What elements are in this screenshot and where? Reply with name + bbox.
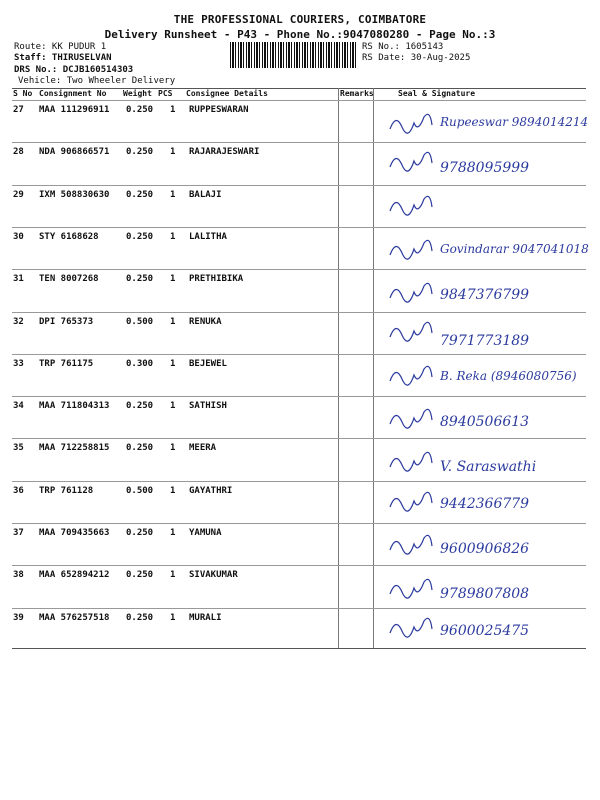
table-row (12, 396, 586, 439)
cell-sno: 32 (13, 316, 24, 327)
cell-cn: MAA 111296911 (39, 105, 110, 115)
cell-wt: 0.250 (126, 274, 154, 285)
cell-pcs: 1 (170, 612, 176, 623)
cell-wt: 0.250 (126, 528, 154, 538)
cell-sno: 27 (13, 105, 24, 115)
cell-wt: 0.250 (126, 570, 154, 581)
cell-pcs: 1 (170, 570, 176, 581)
cell-sno: 31 (13, 274, 24, 285)
cell-pcs: 1 (170, 358, 176, 369)
cell-pcs: 1 (170, 231, 176, 242)
cell-name: RAJARAJESWARI (189, 147, 260, 158)
cell-wt: 0.250 (126, 231, 154, 242)
cell-pcs: 1 (170, 528, 176, 538)
cell-name: PRETHIBIKA (189, 274, 244, 285)
table-row (12, 312, 586, 355)
cell-pcs: 1 (170, 316, 176, 327)
cell-wt: 0.500 (126, 316, 154, 327)
table-row (12, 185, 586, 228)
vehicle-label: Vehicle: Two Wheeler Delivery (18, 76, 176, 86)
table-row (12, 523, 586, 566)
cell-name: RENUKA (189, 316, 222, 327)
cell-cn: STY 6168628 (39, 231, 99, 242)
signature (384, 272, 596, 310)
signature-text: 9600025475 (440, 622, 530, 639)
signature-text: 9600906826 (440, 541, 530, 557)
cell-pcs: 1 (170, 189, 176, 200)
cell-sno: 33 (13, 358, 24, 369)
cell-name: SIVAKUMAR (189, 570, 238, 581)
cell-pcs: 1 (170, 274, 176, 285)
cell-cn: IXM 508830630 (39, 189, 110, 200)
cell-wt: 0.250 (126, 147, 154, 158)
signature-text: B. Reka (8946080756) (440, 368, 577, 383)
signature (384, 526, 596, 564)
cell-wt: 0.300 (126, 358, 154, 369)
cell-sno: 36 (13, 485, 24, 496)
cell-wt: 0.250 (126, 443, 154, 454)
cell-cn: MAA 709435663 (39, 528, 110, 538)
signature (384, 484, 596, 522)
route-label: Route: KK PUDUR 1 (14, 42, 107, 52)
cell-sno: 37 (13, 528, 24, 538)
table-row (12, 354, 586, 397)
signature (384, 145, 596, 183)
signature (384, 357, 596, 395)
cell-cn: TRP 761128 (39, 485, 94, 496)
table-bottom-border (12, 648, 586, 649)
header-pcs: PCS (158, 89, 173, 98)
table-row (12, 100, 589, 143)
cell-name: RUPPESWARAN (189, 105, 249, 115)
cell-sno: 34 (13, 401, 24, 412)
cell-wt: 0.250 (126, 189, 154, 200)
cell-pcs: 1 (170, 443, 176, 454)
cell-name: BEJEWEL (189, 358, 227, 369)
signature (384, 230, 596, 268)
signature (384, 315, 596, 353)
cell-cn: TRP 761175 (39, 358, 94, 369)
staff-label: Staff: THIRUSELVAN (14, 53, 112, 63)
signature-text: 9789807808 (440, 586, 530, 603)
signature-text: 7971773189 (440, 332, 530, 349)
signature-text: V. Saraswathi (440, 459, 537, 476)
cell-wt: 0.250 (126, 401, 154, 412)
header-seal: Seal & Signature (398, 89, 476, 98)
signature (384, 103, 596, 141)
company-title: THE PROFESSIONAL COURIERS, COIMBATORE (173, 13, 427, 26)
cell-sno: 39 (13, 612, 24, 623)
cell-sno: 28 (13, 147, 24, 158)
signature (384, 568, 596, 606)
cell-name: GAYATHRI (189, 485, 233, 496)
cell-sno: 35 (13, 443, 24, 454)
signature (384, 399, 596, 437)
table-row (12, 269, 586, 312)
cell-cn: TEN 8007268 (39, 274, 99, 285)
cell-wt: 0.250 (126, 105, 154, 115)
cell-name: MEERA (189, 443, 217, 454)
cell-sno: 29 (13, 189, 24, 200)
table-row (12, 481, 586, 524)
cell-sno: 38 (13, 570, 24, 581)
header-consignee: Consignee Details (186, 89, 268, 98)
cell-pcs: 1 (170, 147, 176, 158)
cell-cn: MAA 712258815 (39, 443, 110, 454)
cell-wt: 0.250 (126, 612, 154, 623)
table-row (12, 227, 589, 270)
rs-number: RS No.: 1605143 (362, 42, 444, 52)
signature (384, 611, 596, 649)
cell-name: LALITHA (189, 231, 227, 242)
cell-pcs: 1 (170, 485, 176, 496)
cell-name: SATHISH (189, 401, 227, 412)
cell-cn: MAA 576257518 (39, 612, 110, 623)
cell-cn: NDA 906866571 (39, 147, 110, 158)
cell-pcs: 1 (170, 401, 176, 412)
rs-date: RS Date: 30-Aug-2025 (362, 53, 471, 63)
signature (384, 441, 596, 479)
header-sno: S No (13, 89, 33, 98)
signature-text: 9847376799 (440, 287, 530, 304)
header-remarks: Remarks (340, 89, 374, 98)
table-row (12, 142, 586, 185)
header-consignment: Consignment No (39, 89, 107, 98)
signature (384, 188, 596, 226)
header-weight: Weight (123, 89, 152, 98)
table-row (12, 608, 586, 651)
cell-sno: 30 (13, 231, 24, 242)
cell-name: BALAJI (189, 189, 222, 200)
cell-name: YAMUNA (189, 528, 222, 538)
signature-text: 9788095999 (440, 160, 530, 177)
runsheet-subtitle: Delivery Runsheet - P43 - Phone No.:9047080280 - Page No.:3 (104, 28, 496, 41)
signature-text: 9442366779 (440, 495, 530, 512)
cell-pcs: 1 (170, 105, 176, 115)
cell-wt: 0.500 (126, 485, 154, 496)
signature-text: 8940506613 (440, 414, 530, 431)
drs-label: DRS No.: DCJB160514303 (14, 65, 134, 75)
cell-cn: MAA 652894212 (39, 570, 110, 581)
table-row (12, 565, 586, 608)
signature-text: Govindarar 9047041018 (440, 241, 589, 256)
cell-cn: MAA 711804313 (39, 401, 110, 412)
signature-text: Rupeeswar 9894014214 (440, 115, 589, 129)
cell-cn: DPI 765373 (39, 316, 94, 327)
barcode (230, 42, 358, 68)
table-row (12, 438, 586, 481)
cell-name: MURALI (189, 612, 222, 623)
